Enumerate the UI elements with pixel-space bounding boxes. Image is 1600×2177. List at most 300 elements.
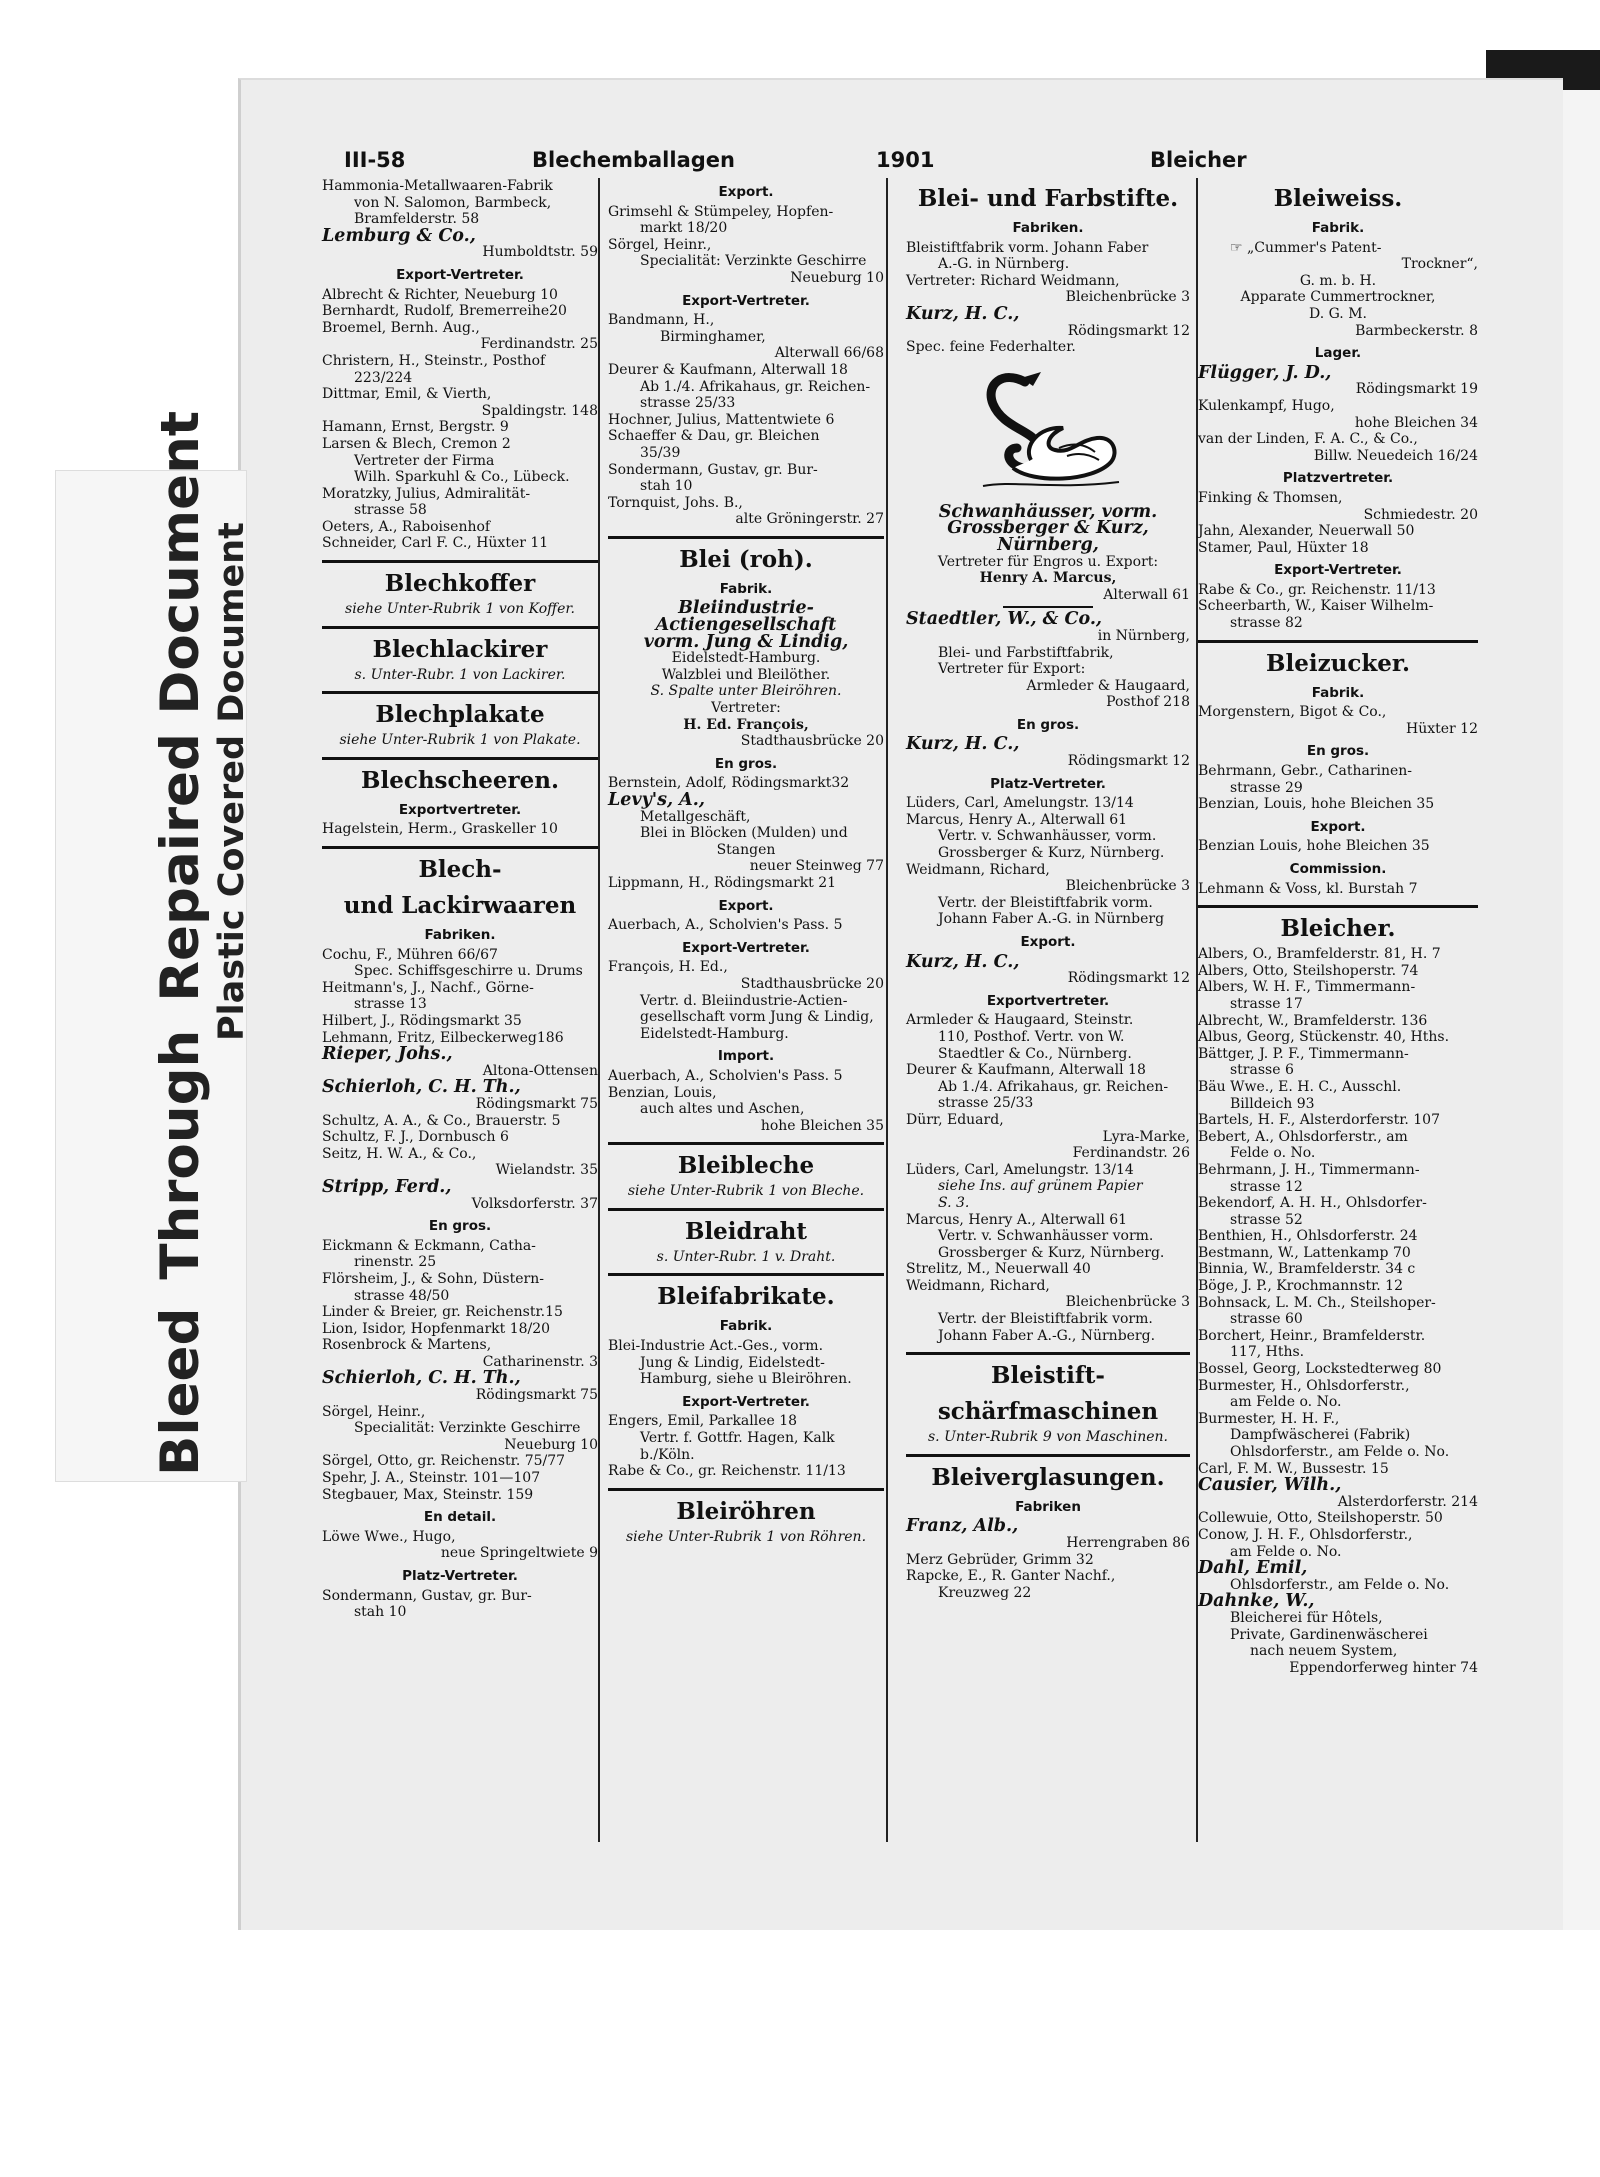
cross-reference: s. Unter-Rubrik 9 von Maschinen. [928, 1429, 1168, 1446]
entry: Sondermann, Gustav, gr. Bur- [322, 1587, 532, 1604]
entry: 35/39 [640, 444, 681, 461]
entry: van der Linden, F. A. C., & Co., [1198, 431, 1418, 448]
entry: Benzian Louis, hohe Bleichen 35 [1198, 838, 1430, 855]
section-heading: Blech- [418, 856, 502, 884]
entry: strasse 25/33 [640, 395, 736, 412]
entry: Specialität: Verzinkte Geschirre [354, 1420, 581, 1437]
entry: Dittmar, Emil, & Vierth, [322, 386, 492, 403]
entry: Hamburg, siehe u Bleiröhren. [640, 1371, 852, 1388]
entry: Hochner, Julius, Mattentwiete 6 [608, 411, 835, 428]
entry: Benthien, H., Ohlsdorferstr. 24 [1198, 1228, 1418, 1245]
entry: Alsterdorferstr. 214 [1337, 1493, 1478, 1510]
entry: Auerbach, A., Scholvien's Pass. 5 [608, 1067, 843, 1084]
entry: G. m. b. H. [1299, 272, 1377, 289]
section-rule [322, 691, 598, 694]
entry: Alterwall 66/68 [774, 345, 884, 362]
entry: S. 3. [938, 1194, 970, 1211]
entry: vorm. Jung & Lindig, [643, 631, 849, 652]
label-bleed: Bleed [150, 1307, 211, 1476]
section-heading: Bleicher. [1280, 915, 1396, 943]
entry: Heitmann's, J., Nachf., Görne- [322, 979, 534, 996]
entry: Hüxter 12 [1406, 720, 1478, 737]
entry: Bartels, H. F., Alsterdorferstr. 107 [1198, 1112, 1440, 1129]
entry: Eidelstedt-Hamburg. [671, 650, 821, 667]
subheading: Platz-Vertreter. [402, 1568, 518, 1584]
entry: b./Köln. [640, 1446, 695, 1463]
entry: Borchert, Heinr., Bramfelderstr. [1198, 1327, 1426, 1344]
entry: Schwanhäusser, vorm. [938, 501, 1158, 522]
entry: Weidmann, Richard, [906, 861, 1050, 878]
entry: Specialität: Verzinkte Geschirre [640, 253, 867, 270]
entry: Lüders, Carl, Amelungstr. 13/14 [906, 795, 1134, 812]
entry: Bleichenbrücke 3 [1065, 1294, 1190, 1311]
entry: Franz, Alb., [906, 1516, 1019, 1537]
entry: Johann Faber A.-G. in Nürnberg [938, 911, 1165, 928]
section-rule [608, 536, 884, 539]
section-heading: Bleifabrikate. [657, 1283, 835, 1311]
section-heading: Bleibleche [677, 1152, 815, 1180]
entry: Bossel, Georg, Lockstedterweg 80 [1198, 1361, 1442, 1378]
entry: Schneider, Carl F. C., Hüxter 11 [322, 535, 549, 552]
subheading: Export-Vertreter. [682, 1393, 810, 1410]
entry: Flörsheim, J., & Sohn, Düstern- [322, 1270, 544, 1287]
section-heading: Blechscheeren. [361, 766, 559, 794]
entry: S. Spalte unter Bleiröhren. [650, 683, 842, 700]
entry: Vertreter: [711, 700, 781, 717]
section-rule [322, 757, 598, 760]
section-rule [322, 626, 598, 629]
section-rule [906, 1352, 1190, 1355]
entry: Vertreter für Export: [938, 661, 1086, 678]
entry: Merz Gebrüder, Grimm 32 [906, 1551, 1094, 1568]
subheading: Exportvertreter. [398, 801, 522, 818]
entry: Schultz, A. A., & Co., Brauerstr. 5 [322, 1112, 561, 1129]
entry: Schultz, F. J., Dornbusch 6 [322, 1129, 509, 1146]
entry: Lehmann & Voss, kl. Burstah 7 [1198, 880, 1418, 897]
entry: Walzblei und Bleilöther. [661, 666, 831, 683]
entry: Dahnke, W., [1198, 1591, 1315, 1612]
subheading: Export-Vertreter. [1274, 562, 1402, 579]
subheading: Fabrik. [719, 580, 773, 597]
entry: Armleder & Haugaard, [1026, 677, 1190, 694]
entry: Vertreter: Richard Weidmann, [906, 272, 1120, 289]
entry: Sörgel, Heinr., [322, 1403, 426, 1420]
entry: Vertr. v. Schwanhäusser vorm. [938, 1228, 1154, 1245]
column-divider [598, 178, 600, 1842]
entry: Volksdorferstr. 37 [471, 1195, 598, 1212]
entry: H. Ed. François, [683, 716, 809, 733]
entry: Kreuzweg 22 [938, 1584, 1032, 1601]
subheading: Fabrik. [719, 1318, 773, 1335]
entry: Vertr. d. Bleiindustrie-Actien- [640, 992, 848, 1009]
subheading: Fabrik. [1311, 220, 1365, 236]
label-plastic: Plastic Covered Document [212, 522, 252, 1041]
document-label-text [150, 410, 252, 1476]
entry: Eidelstedt-Hamburg. [640, 1025, 789, 1042]
entry: Ohlsdorferstr., am Felde o. No. [1230, 1444, 1450, 1460]
entry: Hamann, Ernst, Bergstr. 9 [322, 419, 509, 436]
entry: Oeters, A., Raboisenhof [322, 518, 491, 535]
entry: am Felde o. No. [1230, 1394, 1342, 1411]
entry: Armleder & Haugaard, Steinstr. [906, 1012, 1134, 1029]
entry: auch altes und Aschen, [640, 1101, 805, 1118]
entry: Ferdinandstr. 25 [480, 336, 598, 353]
entry: Jahn, Alexander, Neuerwall 50 [1198, 523, 1415, 540]
entry: Billw. Neuedeich 16/24 [1313, 447, 1478, 464]
cross-reference: siehe Unter-Rubrik 1 von Bleche. [627, 1183, 865, 1200]
entry: A.-G. in Nürnberg. [938, 256, 1070, 273]
entry: Marcus, Henry A., Alterwall 61 [906, 1211, 1128, 1228]
entry: Blei in Blöcken (Mulden) und [640, 825, 848, 842]
entry: Lippmann, H., Rödingsmarkt 21 [608, 874, 837, 891]
cross-reference: s. Unter-Rubr. 1 von Lackirer. [354, 666, 566, 683]
entry: Moratzky, Julius, Admiralität- [322, 485, 531, 502]
section-rule [322, 560, 598, 563]
entry: François, H. Ed., [608, 959, 728, 976]
entry: Lemburg & Co., [322, 225, 476, 246]
column-2 [608, 178, 884, 1545]
entry: Lion, Isidor, Hopfenmarkt 18/20 [322, 1320, 551, 1337]
entry: Bleichenbrücke 3 [1065, 878, 1190, 895]
entry: Sondermann, Gustav, gr. Bur- [608, 461, 818, 478]
entry: Grossberger & Kurz, [947, 518, 1149, 539]
column-4 [1198, 178, 1478, 1676]
entry: Bandmann, H., [608, 312, 715, 329]
entry: Humboldtstr. 59 [482, 244, 598, 261]
entry: neuer Steinweg 77 [749, 858, 884, 875]
header-left-keyword: Blechemballagen [532, 148, 735, 172]
section-heading: Blei (roh). [679, 545, 813, 573]
entry: Benzian, Louis, hohe Bleichen 35 [1198, 796, 1435, 813]
entry: strasse 58 [354, 502, 427, 519]
subheading: Exportvertreter. [986, 992, 1110, 1009]
entry: Christern, H., Steinstr., Posthof [322, 352, 546, 369]
cross-reference: siehe Unter-Rubrik 1 von Plakate. [339, 732, 581, 749]
scan-edge-strip [1560, 90, 1600, 1930]
section-rule [608, 1488, 884, 1491]
subheading: Fabriken [1015, 1498, 1081, 1515]
entry: Posthof 218 [1106, 694, 1190, 711]
entry: Weidmann, Richard, [906, 1277, 1050, 1294]
subheading: Platz-Vertreter. [990, 775, 1106, 792]
entry: Albers, Otto, Steilshoperstr. 74 [1198, 962, 1419, 979]
entry: Vertr. der Bleistiftfabrik vorm. [938, 1311, 1153, 1328]
entry: Sörgel, Otto, gr. Reichenstr. 75/77 [322, 1453, 566, 1470]
entry: Flügger, J. D., [1198, 362, 1332, 383]
entry: Herrengraben 86 [1066, 1535, 1190, 1552]
entry: Dahl, Emil, [1198, 1558, 1308, 1579]
entry: Neueburg 10 [504, 1436, 598, 1453]
entry: markt 18/20 [640, 220, 728, 237]
section-heading: Blechkoffer [384, 570, 536, 598]
entry: Marcus, Henry A., Alterwall 61 [906, 811, 1128, 828]
entry: siehe Ins. auf grünem Papier [938, 1178, 1143, 1195]
entry: Schierloh, C. H. Th., [322, 1077, 521, 1098]
subheading: En detail. [423, 1509, 497, 1526]
entry: Eickmann & Eckmann, Catha- [322, 1237, 536, 1254]
entry: Vertreter der Firma [354, 452, 495, 469]
entry: Vertr. der Bleistiftfabrik vorm. [938, 894, 1153, 911]
entry: Rapcke, E., R. Ganter Nachf., [906, 1568, 1116, 1585]
entry: Birminghamer, [660, 328, 766, 345]
entry: Barmbeckerstr. 8 [1355, 322, 1478, 339]
entry: Bleicherei für Hôtels, [1230, 1609, 1383, 1626]
section-heading: Blechplakate [375, 701, 545, 729]
entry: Ferdinandstr. 26 [1072, 1145, 1190, 1162]
entry: Wielandstr. 35 [495, 1162, 598, 1179]
subheading: En gros. [1306, 743, 1370, 760]
section-heading: und Lackirwaaren [343, 892, 577, 920]
entry: Kurz, H. C., [906, 303, 1020, 324]
entry: Staedtler & Co., Nürnberg. [938, 1045, 1132, 1062]
entry: Ab 1./4. Afrikahaus, gr. Reichen- [938, 1078, 1169, 1095]
entry: hohe Bleichen 34 [1354, 414, 1478, 431]
entry: nach neuem System, [1250, 1643, 1398, 1660]
header-right-keyword: Bleicher [1150, 148, 1247, 172]
entry: Schaeffer & Dau, gr. Bleichen [608, 428, 820, 445]
label-through: Through [150, 1029, 211, 1280]
entry: Bäu Wwe., E. H. C., Ausschl. [1198, 1078, 1402, 1095]
cross-reference: siehe Unter-Rubrik 1 von Röhren. [625, 1528, 867, 1545]
entry: Spec. feine Federhalter. [906, 339, 1076, 356]
entry: Löwe Wwe., Hugo, [322, 1528, 456, 1545]
entry: Private, Gardinenwäscherei [1230, 1626, 1428, 1643]
subheading: Fabrik. [1311, 684, 1365, 701]
subheading: Export. [1310, 818, 1366, 835]
entry: Alterwall 61 [1103, 586, 1190, 603]
entry: Blei-Industrie Act.-Ges., vorm. [608, 1338, 824, 1355]
section-rule [906, 1454, 1190, 1457]
entry: Stangen [716, 841, 776, 858]
entry: Albrecht & Richter, Neueburg 10 [322, 286, 558, 303]
cross-reference: siehe Unter-Rubrik 1 von Koffer. [345, 601, 575, 618]
entry: Stadthausbrücke 20 [740, 975, 884, 992]
entry: Bekendorf, A. H. H., Ohlsdorfer- [1198, 1195, 1427, 1212]
column-divider [886, 178, 888, 1842]
entry: Behrmann, J. H., Timmermann- [1198, 1161, 1420, 1178]
entry: Finking & Thomsen, [1198, 489, 1343, 506]
entry [1198, 240, 1478, 257]
entry: D. G. M. [1309, 305, 1367, 322]
entry: Cochu, F., Mühren 66/67 [322, 946, 498, 963]
entry: Benzian, Louis, [608, 1084, 717, 1101]
section-rule [322, 846, 598, 849]
short-rule [1003, 606, 1093, 608]
entry: Rödingsmarkt 19 [1355, 381, 1478, 398]
entry: Catharinenstr. 3 [482, 1353, 598, 1370]
section-heading: Bleiweiss. [1273, 185, 1403, 212]
subheading: Fabriken. [1012, 220, 1084, 236]
subheading: Export-Vertreter. [682, 939, 810, 956]
subheading: En gros. [428, 1218, 492, 1235]
subheading: En gros. [1016, 716, 1080, 733]
entry: Morgenstern, Bigot & Co., [1198, 704, 1387, 721]
entry: Lehmann, Fritz, Eilbeckerweg186 [322, 1029, 564, 1046]
entry: Rabe & Co., gr. Reichenstr. 11/13 [1198, 581, 1436, 598]
cross-reference: s. Unter-Rubr. 1 v. Draht. [656, 1248, 836, 1265]
entry: Staedtler, W., & Co., [906, 609, 1103, 630]
entry: Bättger, J. P. F., Timmermann- [1198, 1045, 1409, 1062]
section-heading: schärfmaschinen [937, 1398, 1159, 1426]
entry: Metallgeschäft, [640, 808, 751, 825]
entry: Bramfelderstr. 58 [354, 211, 480, 228]
entry: stah 10 [354, 1604, 407, 1621]
section-rule [608, 1142, 884, 1145]
entry: Altona-Ottensen [482, 1062, 598, 1079]
entry: Carl, F. M. W., Bussestr. 15 [1198, 1460, 1389, 1477]
entry: strasse 48/50 [354, 1287, 450, 1304]
entry: am Felde o. No. [1230, 1543, 1342, 1560]
entry: Lüders, Carl, Amelungstr. 13/14 [906, 1161, 1134, 1178]
entry: Vertreter für Engros u. Export: [937, 553, 1159, 570]
entry: strasse 17 [1230, 995, 1303, 1012]
section-heading: Bleiverglasungen. [931, 1463, 1165, 1491]
subheading: Platzvertreter. [1282, 470, 1394, 487]
entry: Blei- und Farbstiftfabrik, [938, 644, 1114, 661]
entry: Spaldingstr. 148 [481, 402, 598, 419]
entry: Vertr. f. Gottfr. Hagen, Kalk [640, 1430, 835, 1447]
subheading: Commission. [1289, 861, 1387, 877]
entry: Stamer, Paul, Hüxter 18 [1198, 539, 1369, 556]
subheading: Export-Vertreter. [682, 292, 810, 309]
entry: strasse 12 [1230, 1178, 1303, 1195]
entry-text: „Cummer's Patent- [1247, 239, 1382, 256]
entry: Wilh. Sparkuhl & Co., Lübeck. [354, 469, 570, 486]
entry: Broemel, Bernh. Aug., [322, 319, 480, 336]
entry: Actiengesellschaft [655, 615, 837, 636]
entry: Spehr, J. A., Steinstr. 101—107 [322, 1470, 541, 1487]
entry: Henry A. Marcus, [979, 570, 1117, 587]
entry: Albus, Georg, Stückenstr. 40, Hths. [1198, 1029, 1450, 1046]
entry: Stadthausbrücke 20 [740, 733, 884, 750]
entry: Nürnberg, [997, 534, 1099, 555]
entry: Seitz, H. W. A., & Co., [322, 1145, 477, 1162]
entry: Strelitz, M., Neuerwall 40 [906, 1261, 1091, 1278]
entry: Stripp, Ferd., [322, 1176, 452, 1197]
entry: Kurz, H. C., [906, 951, 1020, 972]
entry: Neueburg 10 [790, 269, 884, 286]
entry: Johann Faber A.-G., Nürnberg. [938, 1327, 1156, 1344]
entry: strasse 60 [1230, 1311, 1303, 1328]
entry: stah 10 [640, 478, 693, 495]
section-heading: Blei- und Farbstifte. [917, 185, 1179, 212]
entry: Dürr, Eduard, [906, 1111, 1004, 1128]
entry: 110, Posthof. Vertr. von W. [938, 1028, 1125, 1045]
header-year: 1901 [876, 148, 935, 172]
entry: Bernstein, Adolf, Rödingsmarkt32 [608, 775, 850, 792]
entry: Conow, J. H. F., Ohlsdorferstr., [1198, 1526, 1413, 1543]
entry: Dampfwäscherei (Fabrik) [1230, 1427, 1411, 1444]
entry: strasse 82 [1230, 615, 1303, 632]
entry: Bleiindustrie- [678, 598, 814, 619]
entry: strasse 29 [1230, 779, 1303, 796]
entry: Rödingsmarkt 12 [1067, 322, 1190, 339]
entry: Larsen & Blech, Cremon 2 [322, 435, 511, 452]
entry: Rödingsmarkt 12 [1067, 970, 1190, 987]
entry: Böge, J. P., Krochmannstr. 12 [1198, 1278, 1403, 1295]
entry: Schierloh, C. H. Th., [322, 1368, 521, 1389]
column-1 [322, 178, 598, 1621]
entry: hohe Bleichen 35 [760, 1117, 884, 1134]
entry: Deurer & Kaufmann, Alterwall 18 [608, 361, 848, 378]
entry: rinenstr. 25 [354, 1254, 437, 1271]
entry: Rieper, Johs., [322, 1044, 453, 1065]
entry: Bebert, A., Ohlsdorferstr., am [1198, 1128, 1408, 1145]
subheading: Export-Vertreter. [396, 266, 524, 283]
entry: Deurer & Kaufmann, Alterwall 18 [906, 1062, 1146, 1079]
section-heading: Blechlackirer [372, 635, 548, 663]
entry: Rabe & Co., gr. Reichenstr. 11/13 [608, 1463, 846, 1480]
entry: Binnia, W., Bramfelderstr. 34 c [1198, 1261, 1416, 1278]
entry: Bleistiftfabrik vorm. Johann Faber [906, 239, 1149, 256]
entry: neue Springeltwiete 9 [440, 1545, 598, 1562]
section-rule [608, 1208, 884, 1211]
section-heading: Bleistift- [991, 1362, 1105, 1390]
entry: Grossberger & Kurz, Nürnberg. [938, 1244, 1165, 1261]
entry: Burmester, H. H. F., [1198, 1410, 1340, 1427]
subheading: Export. [718, 184, 774, 200]
section-heading: Bleizucker. [1266, 649, 1410, 677]
entry: Schmiedestr. 20 [1363, 506, 1478, 523]
label-repaired: Repaired Document [150, 410, 211, 1002]
entry: alte Gröningerstr. 27 [735, 511, 884, 528]
entry: strasse 25/33 [938, 1095, 1034, 1112]
entry: Hagelstein, Herm., Graskeller 10 [322, 821, 558, 838]
column-3 [906, 178, 1190, 1601]
entry: Burmester, H., Ohlsdorferstr., [1198, 1377, 1410, 1394]
entry: Bleichenbrücke 3 [1065, 289, 1190, 306]
entry: strasse 6 [1230, 1062, 1294, 1079]
entry: in Nürnberg, [1097, 627, 1190, 644]
entry: Sörgel, Heinr., [608, 236, 712, 253]
entry: Billdeich 93 [1230, 1095, 1315, 1112]
entry: Engers, Emil, Parkallee 18 [608, 1413, 798, 1430]
entry: Albers, O., Bramfelderstr. 81, H. 7 [1198, 946, 1441, 963]
entry: Stegbauer, Max, Steinstr. 159 [322, 1486, 534, 1503]
pointing-hand-icon: ☞ [1230, 239, 1243, 256]
entry: Apparate Cummertrockner, [1240, 289, 1436, 306]
entry: Albrecht, W., Bramfelderstr. 136 [1198, 1012, 1428, 1029]
entry: 223/224 [354, 369, 413, 386]
entry: Bestmann, W., Lattenkamp 70 [1198, 1244, 1411, 1261]
entry: Trockner“, [1401, 256, 1478, 273]
page-number: III-58 [344, 148, 406, 172]
subheading: Export. [1020, 934, 1076, 950]
section-heading: Bleidraht [685, 1217, 807, 1245]
entry: strasse 13 [354, 996, 427, 1013]
entry: Tornquist, Johs. B., [608, 494, 743, 511]
entry: Rödingsmarkt 75 [475, 1387, 598, 1404]
entry: Albers, W. H. F., Timmermann- [1198, 979, 1416, 996]
section-rule [1198, 905, 1478, 908]
section-heading: Bleiröhren [676, 1497, 816, 1525]
subheading: Export. [718, 897, 774, 914]
entry: Rödingsmarkt 75 [475, 1095, 598, 1112]
entry: Bernhardt, Rudolf, Bremerreihe20 [322, 303, 567, 320]
entry: Behrmann, Gebr., Catharinen- [1198, 763, 1413, 780]
entry: Kulenkampf, Hugo, [1198, 397, 1335, 414]
entry: 117, Hths. [1230, 1344, 1305, 1361]
section-rule [1198, 640, 1478, 643]
swan-logo-icon [963, 364, 1133, 496]
entry: Causier, Wilh., [1198, 1475, 1342, 1496]
entry: Rödingsmarkt 12 [1067, 753, 1190, 770]
entry: Ab 1./4. Afrikahaus, gr. Reichen- [640, 378, 871, 395]
entry: Eppendorferweg hinter 74 [1289, 1659, 1478, 1676]
entry: Grimsehl & Stümpeley, Hopfen- [608, 203, 834, 220]
entry: Linder & Breier, gr. Reichenstr.15 [322, 1304, 563, 1321]
entry: Bohnsack, L. M. Ch., Steilshoper- [1198, 1294, 1436, 1311]
